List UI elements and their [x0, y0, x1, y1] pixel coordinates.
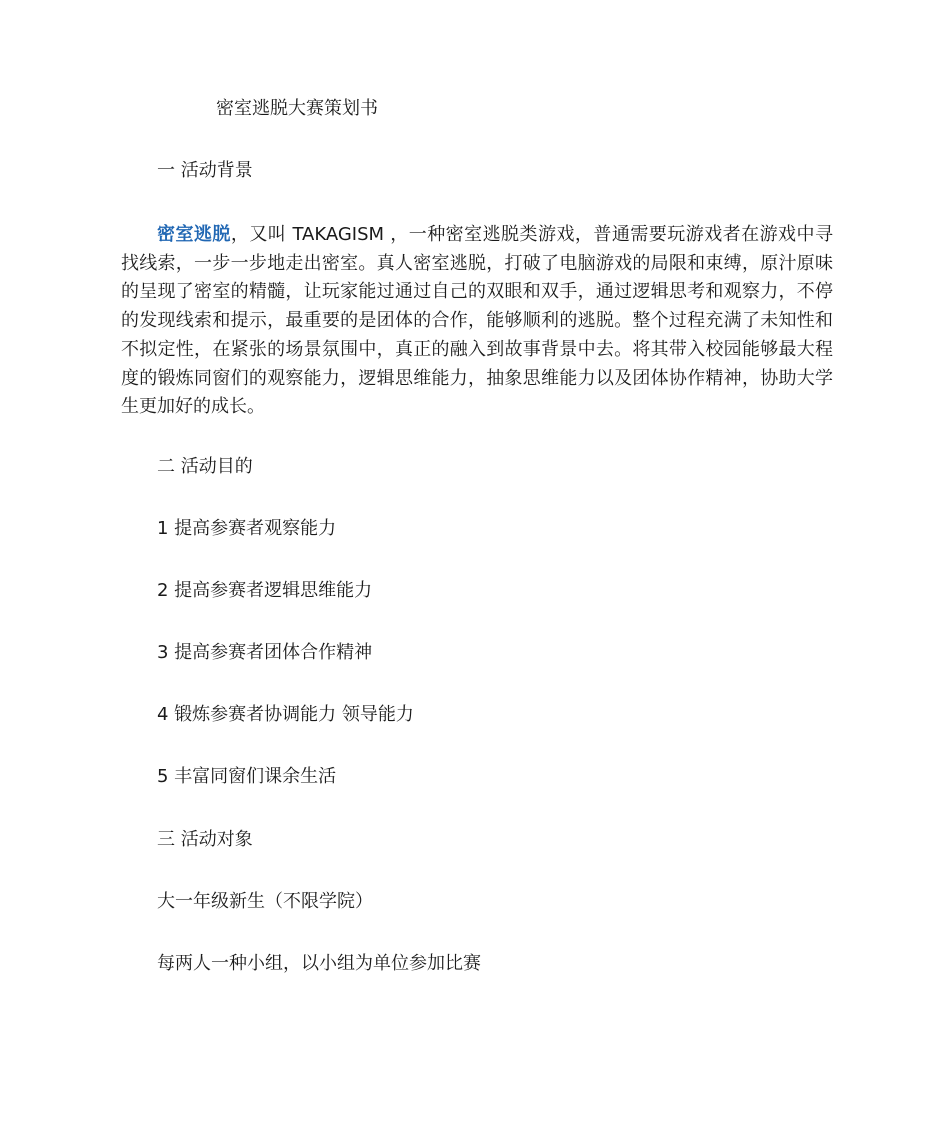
target-line: 每两人一种小组，以小组为单位参加比赛 — [157, 953, 481, 974]
purpose-item: 3 提高参赛者团体合作精神 — [157, 642, 373, 663]
escape-room-link[interactable]: 密室逃脱 — [157, 224, 231, 245]
section-heading-purpose: 二 活动目的 — [157, 456, 253, 477]
section-heading-target: 三 活动对象 — [157, 829, 253, 850]
purpose-item: 5 丰富同窗们课余生活 — [157, 766, 337, 787]
target-line: 大一年级新生（不限学院） — [157, 891, 373, 912]
purpose-item: 1 提高参赛者观察能力 — [157, 518, 337, 539]
section-heading-background: 一 活动背景 — [157, 160, 253, 181]
background-paragraph-text: ，又叫 TAKAGISM ，一种密室逃脱类游戏，普通需要玩游戏者在游戏中寻找线索，一步一步地走出密室。真人密室逃脱，打破了电脑游戏的局限和束缚，原汁原味的呈现了密室的精髓，让玩家能过通过自己的双眼和双手，通过逻辑思考和观察力，不停的发现线索和提示，最重要的是团体的合作，能够顺利的逃脱。整个过程充满了未知性和不拟定性，在紧张的场景氛围中，真正的融入到故事背景中去。将其带入校园能够最大程度的锻炼同窗们的观察能力，逻辑思维能力，抽象思维能力以及团体协作精神，协助大学生更加好的成长。 — [121, 224, 833, 418]
background-paragraph — [121, 221, 833, 422]
document-title: 密室逃脱大赛策划书 — [216, 98, 378, 119]
purpose-item: 2 提高参赛者逻辑思维能力 — [157, 580, 373, 601]
purpose-item: 4 锻炼参赛者协调能力 领导能力 — [157, 704, 414, 725]
